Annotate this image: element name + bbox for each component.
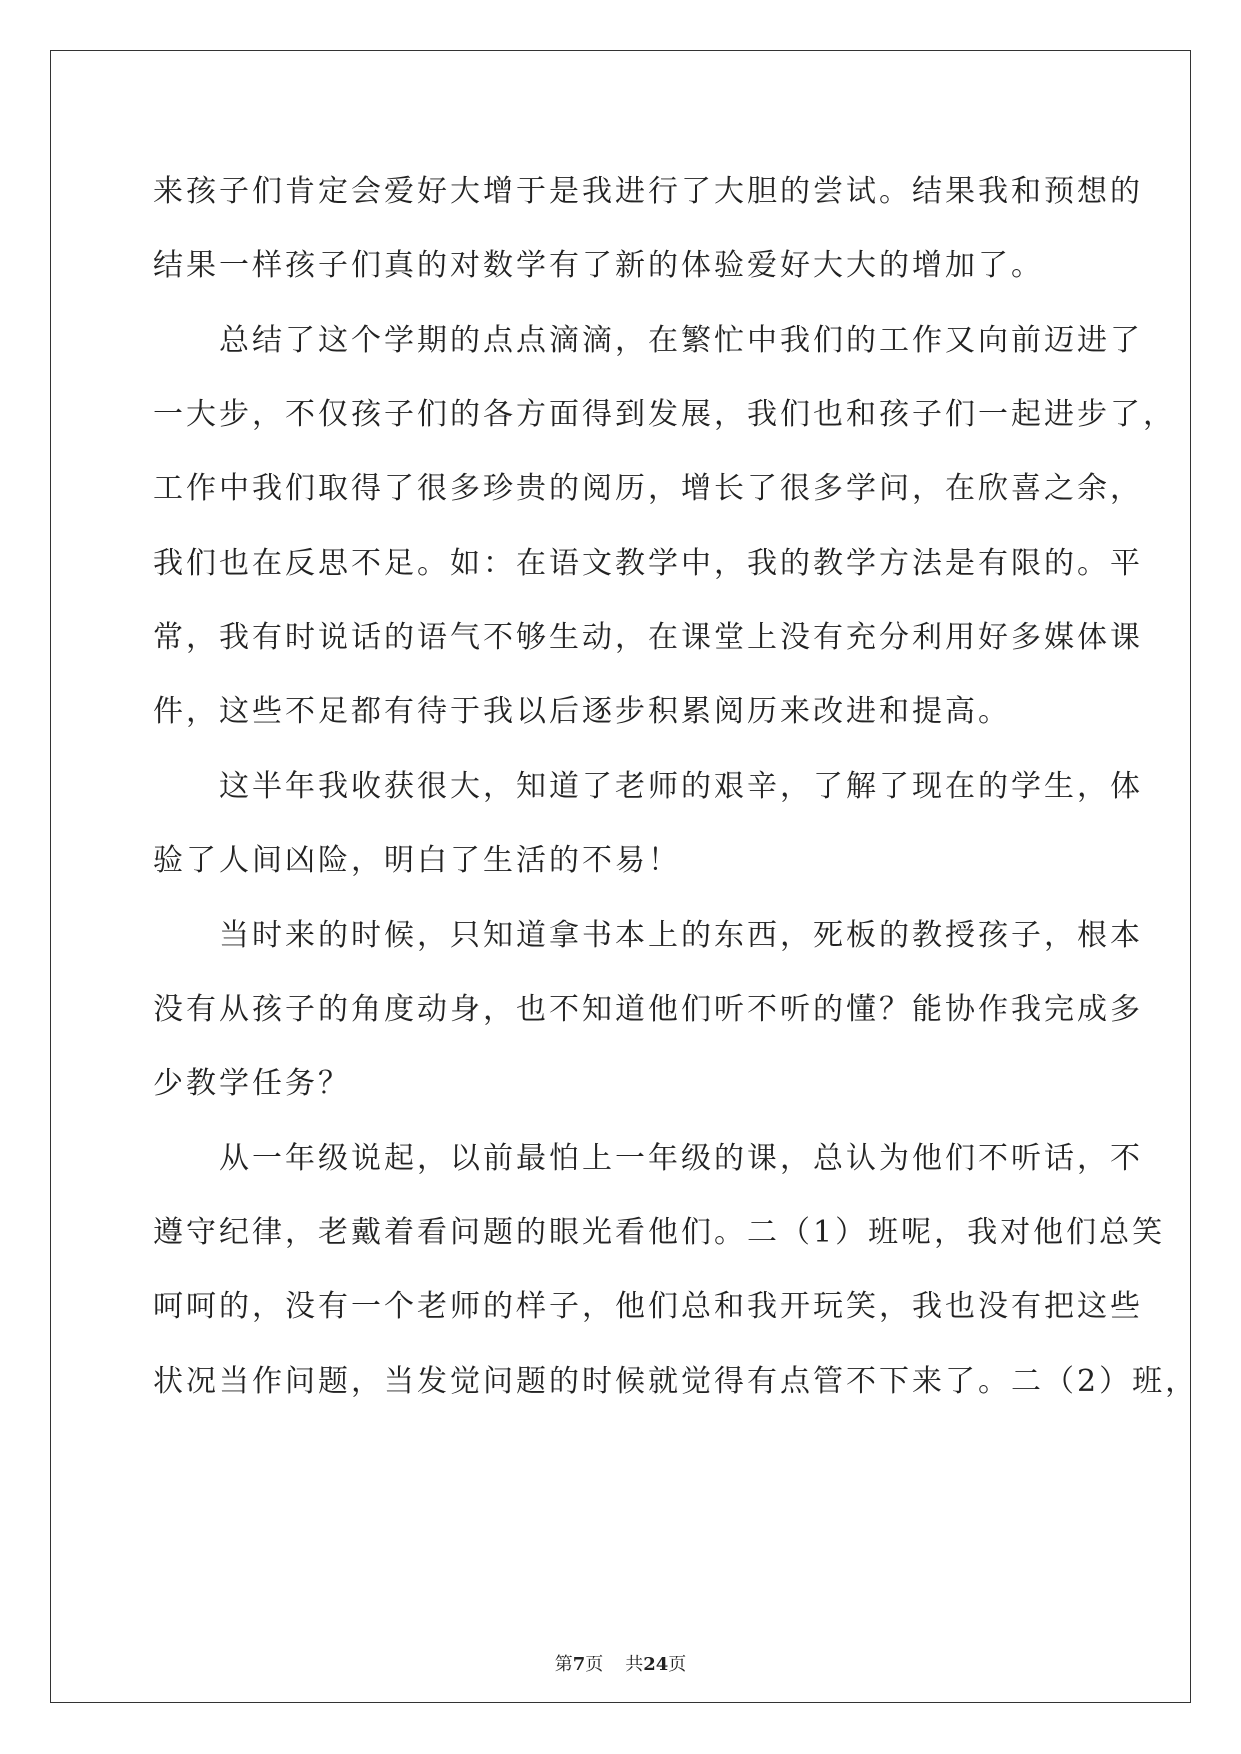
text-line: 从一年级说起，以前最怕上一年级的课，总认为他们不听话，不 bbox=[153, 1141, 1143, 1176]
text-line: 当时来的时候，只知道拿书本上的东西，死板的教授孩子，根本 bbox=[153, 918, 1143, 953]
text-line: 呵呵的，没有一个老师的样子，他们总和我开玩笑，我也没有把这些 bbox=[153, 1289, 1143, 1324]
text-line: 我们也在反思不足。如：在语文教学中，我的教学方法是有限的。平 bbox=[153, 546, 1143, 581]
text-line: 工作中我们取得了很多珍贵的阅历，增长了很多学问，在欣喜之余， bbox=[153, 471, 1143, 506]
text-line: 结果一样孩子们真的对数学有了新的体验爱好大大的增加了。 bbox=[153, 248, 1044, 283]
total-prefix: 共 bbox=[625, 1654, 644, 1675]
text-line: 总结了这个学期的点点滴滴，在繁忙中我们的工作又向前迈进了 bbox=[153, 323, 1143, 358]
page-suffix: 页 bbox=[585, 1654, 604, 1675]
total-suffix: 页 bbox=[668, 1654, 687, 1675]
text-line: 验了人间凶险，明白了生活的不易！ bbox=[153, 843, 681, 878]
text-line: 状况当作问题，当发觉问题的时候就觉得有点管不下来了。二（2）班， bbox=[153, 1364, 1199, 1399]
page-prefix: 第 bbox=[554, 1654, 573, 1675]
text-line: 件，这些不足都有待于我以后逐步积累阅历来改进和提高。 bbox=[153, 694, 1011, 729]
page-footer bbox=[0, 1653, 1241, 1677]
text-line: 少教学任务？ bbox=[153, 1066, 351, 1101]
text-line: 遵守纪律，老戴着看问题的眼光看他们。二（1）班呢，我对他们总笑 bbox=[153, 1215, 1166, 1250]
total-pages: 24 bbox=[643, 1654, 669, 1675]
text-line: 这半年我收获很大，知道了老师的艰辛，了解了现在的学生，体 bbox=[153, 769, 1143, 804]
text-line: 来孩子们肯定会爱好大增于是我进行了大胆的尝试。结果我和预想的 bbox=[153, 174, 1143, 209]
text-line: 常，我有时说话的语气不够生动，在课堂上没有充分利用好多媒体课 bbox=[153, 620, 1143, 655]
text-line: 一大步，不仅孩子们的各方面得到发展，我们也和孩子们一起进步了， bbox=[153, 397, 1176, 432]
text-line: 没有从孩子的角度动身，也不知道他们听不听的懂？能协作我完成多 bbox=[153, 992, 1143, 1027]
page-number: 7 bbox=[572, 1654, 586, 1675]
